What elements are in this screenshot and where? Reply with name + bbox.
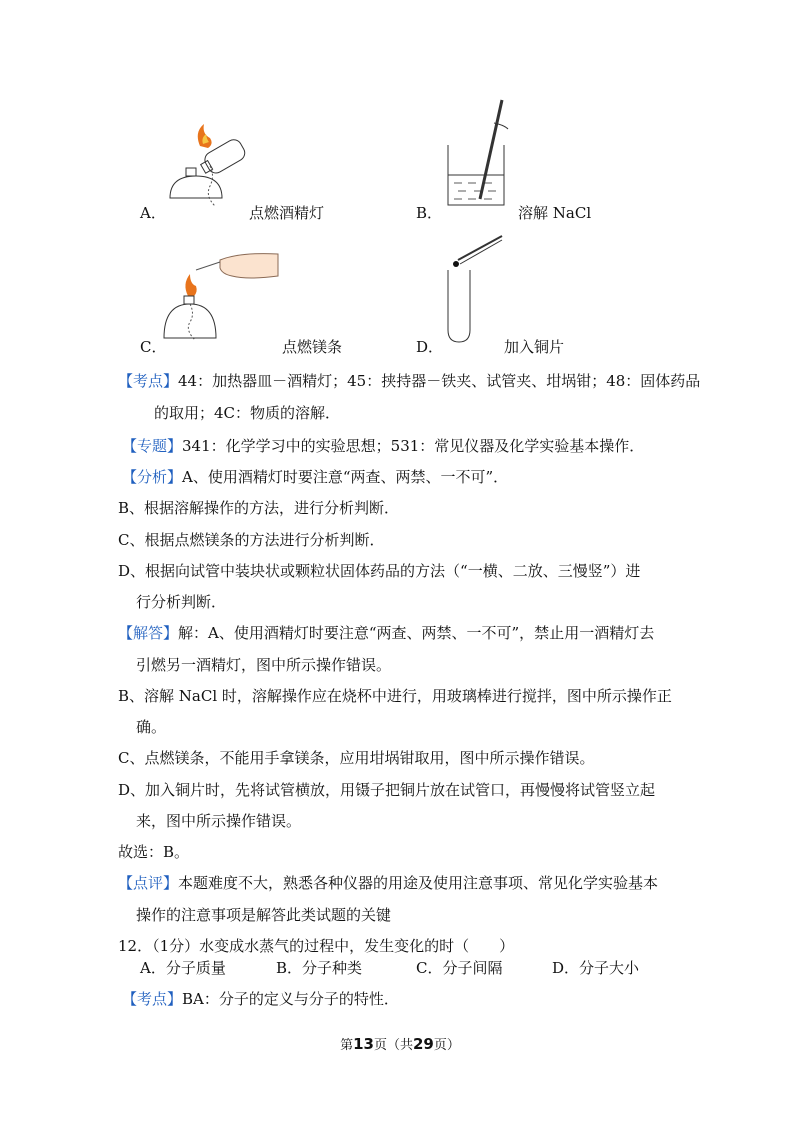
dianping-text: 本题难度不大，熟悉各种仪器的用途及使用注意事项、常见化学实验基本 (178, 874, 659, 892)
magnesium-ignite-image (160, 248, 280, 346)
q12-kaodian-tag: 【考点】 (122, 990, 183, 1008)
test-tube-copper-image (440, 230, 510, 345)
q12-stem: 12．（1分）水变成水蒸气的过程中，发生变化的时（ ） (118, 937, 515, 955)
beaker-stirring-image (440, 95, 520, 215)
kaodian-tag: 【考点】 (118, 372, 179, 390)
option-b-caption: 溶解 NaCl (518, 204, 592, 222)
option-d-caption: 加入铜片 (504, 338, 565, 356)
footer-pre: 第 (340, 1038, 354, 1053)
fenxi-c: C、根据点燃镁条的方法进行分析判断． (118, 531, 385, 549)
jieda-c: C、点燃镁条，不能用手拿镁条，应用坩埚钳取用，图中所示操作错误。 (118, 749, 595, 767)
q12-option-b: B．分子种类 (276, 959, 363, 977)
option-a-caption: 点燃酒精灯 (249, 204, 325, 222)
option-c-caption: 点燃镁条 (282, 338, 343, 356)
page-footer (0, 1034, 800, 1053)
kaodian-line (118, 371, 700, 391)
fenxi-d-2: 行分析判断． (136, 593, 227, 611)
option-a-letter: A． (140, 204, 166, 222)
jieda-text: 解：A、使用酒精灯时要注意“两查、两禁、一不可”，禁止用一酒精灯去 (178, 624, 655, 642)
dianping-tag: 【点评】 (118, 874, 179, 892)
dianping-line (118, 873, 658, 893)
footer-mid: 页（共 (373, 1038, 413, 1053)
zhuanti-tag: 【专题】 (122, 437, 183, 455)
jieda-d-2: 来，图中所示操作错误。 (136, 812, 302, 830)
zhuanti-line (122, 436, 644, 456)
jieda-tag: 【解答】 (118, 624, 179, 642)
jieda-a-2: 引燃另一酒精灯，图中所示操作错误。 (136, 656, 392, 674)
q12-option-a: A．分子质量 (140, 959, 226, 977)
alcohol-lamp-ignite-image (160, 118, 250, 218)
q12-kaodian-line (122, 989, 399, 1009)
kaodian-line-2: 的取用；4C：物质的溶解． (154, 404, 341, 422)
fenxi-line (122, 467, 508, 487)
jieda-line (118, 623, 654, 643)
q12-kaodian-text: BA：分子的定义与分子的特性． (182, 990, 399, 1008)
jieda-b-2: 确。 (136, 718, 167, 736)
footer-post: 页） (433, 1038, 460, 1053)
page-total: 29 (413, 1035, 434, 1053)
q12-option-d: D．分子大小 (552, 959, 640, 977)
jieda-b: B、溶解 NaCl 时，溶解操作应在烧杯中进行，用玻璃棒进行搅拌，图中所示操作正 (118, 687, 672, 705)
option-c-letter: C． (140, 338, 167, 356)
answer-choice: 故选：B。 (118, 843, 190, 861)
zhuanti-text: 341：化学学习中的实验思想；531：常见仪器及化学实验基本操作． (182, 437, 645, 455)
fenxi-text: A、使用酒精灯时要注意“两查、两禁、一不可”． (182, 468, 509, 486)
dianping-line-2: 操作的注意事项是解答此类试题的关键 (136, 906, 392, 924)
fenxi-b: B、根据溶解操作的方法，进行分析判断． (118, 499, 400, 517)
kaodian-text: 44：加热器皿－酒精灯；45：挟持器－铁夹、试管夹、坩埚钳；48：固体药品 (178, 372, 701, 390)
fenxi-tag: 【分析】 (122, 468, 183, 486)
page-number: 13 (353, 1035, 374, 1053)
q12-option-c: C．分子间隔 (416, 959, 503, 977)
option-b-letter: B． (416, 204, 443, 222)
option-d-letter: D． (416, 338, 444, 356)
jieda-d: D、加入铜片时，先将试管横放，用镊子把铜片放在试管口，再慢慢将试管竖立起 (118, 781, 656, 799)
fenxi-d: D、根据向试管中装块状或颗粒状固体药品的方法（“一横、二放、三慢竖”）进 (118, 562, 641, 580)
